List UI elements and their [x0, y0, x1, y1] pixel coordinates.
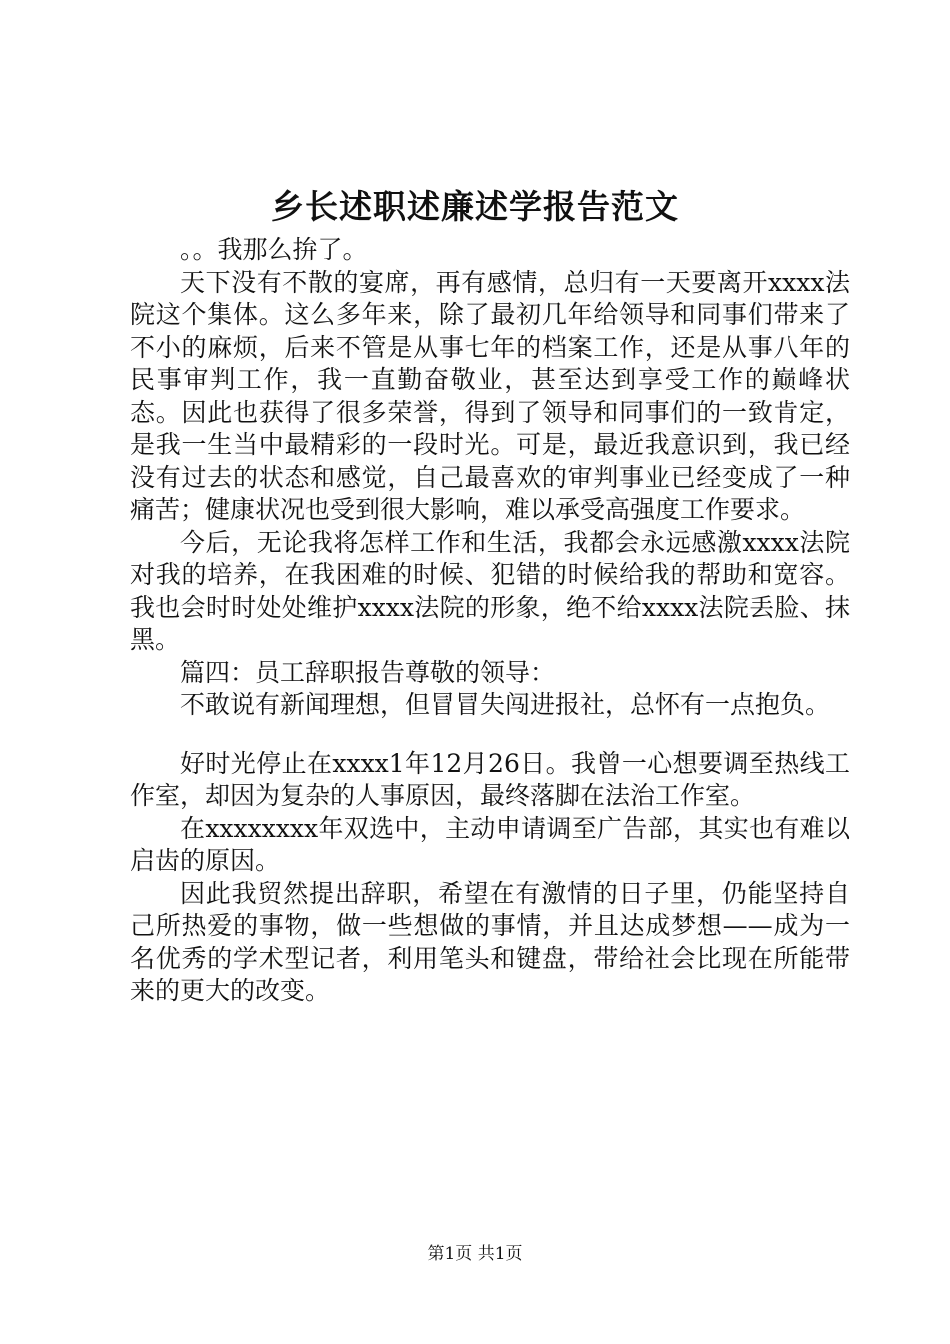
paragraph: 篇四：员工辞职报告尊敬的领导：	[180, 657, 556, 687]
paragraph: 今后，无论我将怎样工作和生活，我都会永远感激xxxx法院对我的培养，在我困难的时候、犯错的时候给我的帮助和宽容。我也会时时处处维护xxxx法院的形象，绝不给xxxx法院丢脸、抹黑。	[130, 527, 850, 654]
document-body	[130, 234, 850, 1008]
paragraph: 。。我那么拚了。	[180, 235, 368, 264]
paragraph: 在xxxxxxxx年双选中，主动申请调至广告部，其实也有难以启齿的原因。	[130, 813, 850, 875]
paragraph: 好时光停止在xxxx1年12月26日。我曾一心想要调至热线工作室，却因为复杂的人事原因，最终落脚在法治工作室。	[130, 748, 850, 810]
page-number-footer: 第1页 共1页	[427, 1244, 523, 1264]
document-title: 乡长述职述廉述学报告范文	[271, 187, 679, 226]
paragraph: 不敢说有新闻理想，但冒冒失闯进报社，总怀有一点抱负。	[180, 690, 831, 719]
paragraph: 天下没有不散的宴席，再有感情，总归有一天要离开xxxx法院这个集体。这么多年来，除了最初几年给领导和同事们带来了不小的麻烦，后来不管是从事七年的档案工作，还是从事八年的民事审判工作，我一直勤奋敬业，甚至达到享受工作的巅峰状态。因此也获得了很多荣誉，得到了领导和同事们的一致肯定，是我一生当中最精彩的一段时光。可是，最近我意识到，我已经没有过去的状态和感觉，自己最喜欢的审判事业已经变成了一种痛苦；健康状况也受到很大影响，难以承受高强度工作要求。	[130, 267, 850, 524]
paragraph: 因此我贸然提出辞职，希望在有激情的日子里，仍能坚持自己所热爱的事物，做一些想做的事情，并且达成梦想——成为一名优秀的学术型记者，利用笔头和键盘，带给社会比现在所能带来的更大的改变。	[130, 878, 850, 1005]
